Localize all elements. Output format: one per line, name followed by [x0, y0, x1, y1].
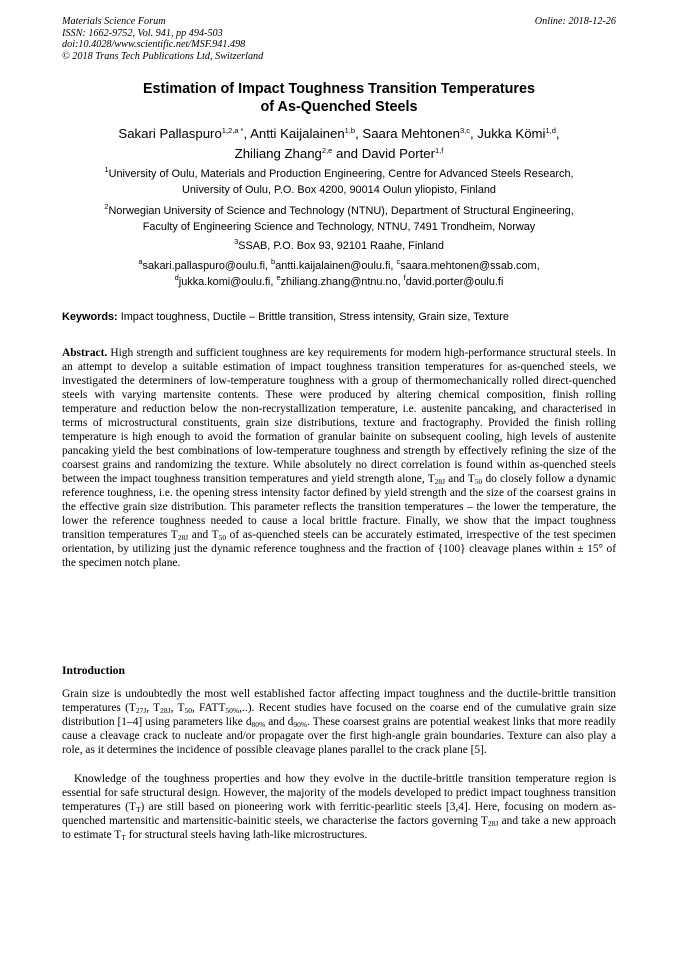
journal-name: Materials Science Forum — [62, 16, 166, 27]
author-emails — [62, 259, 616, 290]
subscript: T — [135, 805, 141, 814]
body-text: ,..). Recent studies have focused on the coarse end of the cumulative grain size distribution [1–4] using parameters like d — [62, 702, 616, 728]
subscript: 50 — [218, 533, 227, 542]
subscript: 90% — [293, 720, 308, 729]
author-name: David Porter — [361, 146, 435, 161]
journal-header — [62, 16, 616, 62]
author-sup: 1,2,a * — [221, 126, 244, 135]
email-link[interactable]: sakari.pallaspuro@oulu.fi, — [142, 260, 272, 272]
subscript: 28J — [487, 819, 499, 828]
subscript: 28J — [434, 477, 446, 486]
body-text: , FATT — [191, 702, 226, 714]
abstract-label: Abstract. — [62, 347, 108, 359]
affiliation-2 — [62, 203, 616, 235]
body-text: and d — [265, 716, 294, 728]
author-sup: 1,d — [545, 126, 556, 135]
email-sup: f — [403, 272, 406, 282]
affiliation-line: University of Oulu, P.O. Box 4200, 90014 Oulun yliopisto, Finland — [182, 184, 496, 196]
email-sup: e — [276, 272, 281, 282]
body-text: and take a new approach to estimate T — [62, 815, 616, 841]
author-separator: , — [243, 126, 251, 141]
abstract-text: of as-quenched steels can be accurately estimated, irrespective of the test specimen orientation, by utilizing just the dynamic reference toughness and the fraction of {100} cleavage planes within ± 15° of the specimen notch plane. — [62, 529, 617, 569]
affiliation-sup: 2 — [104, 202, 109, 211]
introduction-paragraph-1 — [62, 687, 616, 757]
online-date: Online: 2018-12-26 — [534, 16, 616, 27]
affiliation-line: University of Oulu, Materials and Production Engineering, Centre for Advanced Steels Research, — [108, 168, 574, 180]
subscript: 28J — [177, 533, 189, 542]
author-sup: 3,c — [459, 126, 470, 135]
author-sup: 1,f — [434, 146, 444, 155]
author-name: Jukka Kömi — [477, 126, 546, 141]
abstract-text: and T — [188, 529, 219, 541]
author-separator: , — [469, 126, 478, 141]
keywords-line — [62, 310, 616, 325]
author-name: Zhiliang Zhang — [234, 146, 322, 161]
copyright-line: © 2018 Trans Tech Publications Ltd, Switzerland — [62, 50, 264, 62]
author-list — [62, 124, 616, 164]
author-separator: and — [332, 146, 362, 161]
body-text: , T — [170, 702, 185, 714]
abstract-text: do closely follow a dynamic reference toughness, i.e. the opening stress intensity factor defined by yield strength and the size of the coarsest grains in the effective grain size distribution. This parameter reflects the transition temperatures – the lower the temperature, the lower the reference toughness needed to cause a local brittle fracture. Finally, we show that the impact toughness transition temperatures T — [62, 473, 616, 541]
email-link[interactable]: zhiliang.zhang@ntnu.no, — [280, 275, 404, 288]
author-sup: 2,e — [321, 146, 333, 155]
author-name: Sakari Pallaspuro — [118, 126, 222, 141]
subscript: 27J — [135, 706, 147, 715]
affiliation-1 — [62, 166, 616, 198]
email-link[interactable]: jukka.komi@oulu.fi, — [178, 275, 277, 288]
abstract-text: and T — [445, 473, 475, 485]
subscript: T — [121, 833, 126, 842]
title-line-1: Estimation of Impact Toughness Transition Temperatures — [142, 81, 536, 97]
body-text: , T — [146, 702, 161, 714]
email-sup: d — [174, 272, 179, 282]
issn-line: ISSN: 1662-9752, Vol. 941, pp 494-503 — [62, 27, 223, 39]
abstract-text: High strength and sufficient toughness are key requirements for modern high-performance structural steels. In an attempt to develop a suitable estimation of impact toughness transition temperatures for as-quenched steels, we investigated the determiners of low-temperature toughness with a group of thermomechanically rolled direct-quenched steels with varying martensite contents. These were produced by altering chemical composition, finish rolling temperature and reduction below the non-recrystallization temperature, i.e. austenite pancaking, and characterised in terms of microstructural constituents, grain size distributions, texture and fractography. Provided the finish rolling temperature is high enough to avoid the formation of granular bainite on subsequent cooling, high levels of austenite pancaking yield the best combinations of low-temperature toughness and strength by effectively refining the size of the coarsest grains and randomizing the texture. While absolutely no direct correlation is found within as-quenched steels between the impact toughness transition temperatures and yield strength alone, T — [62, 347, 616, 485]
email-link[interactable]: saara.mehtonen@ssab.com, — [400, 260, 540, 272]
author-name: Antti Kaijalainen — [250, 126, 345, 141]
author-separator: , — [555, 126, 560, 141]
subscript: 50 — [474, 477, 483, 486]
body-text: Grain size is undoubtedly the most well established factor affecting impact toughness and the ductile-brittle transition temperatures (T — [62, 688, 616, 714]
title-line-2: of As-Quenched Steels — [260, 98, 418, 115]
author-sup: 1,b — [344, 126, 356, 135]
paper-title — [62, 81, 616, 116]
abstract-paragraph — [62, 346, 616, 570]
email-link[interactable]: antti.kaijalainen@oulu.fi, — [275, 260, 397, 272]
subscript: 50% — [225, 706, 240, 715]
email-link[interactable]: david.porter@oulu.fi — [405, 275, 504, 288]
affiliation-line: SSAB, P.O. Box 93, 92101 Raahe, Finland — [238, 240, 444, 252]
affiliation-sup: 1 — [104, 165, 109, 174]
author-separator: , — [355, 126, 363, 141]
email-sup: a — [138, 257, 143, 266]
body-text: . These coarsest grains are potential weakest links that more readily cause a cleavage crack to nucleate and/or propagate over the first high-angle grain boundaries. Texture can also play a role, as it determines the incidence of possible cleavage planes parallel to the crack plane [5]. — [62, 716, 616, 756]
subscript: 28J — [160, 706, 171, 715]
subscript: 80% — [251, 720, 266, 729]
body-text: for structural steels having lath-like microstructures. — [125, 829, 368, 841]
email-sup: c — [396, 257, 401, 266]
affiliation-sup: 3 — [234, 237, 239, 246]
doi-line[interactable]: doi:10.4028/www.scientific.net/MSF.941.498 — [62, 39, 246, 50]
body-text: Knowledge of the toughness properties and how they evolve in the ductile-brittle transition temperature region is essential for safe structural design. However, the majority of the models developed to predict impact toughness transition temperatures (T — [62, 773, 616, 813]
affiliation-line: Norwegian University of Science and Technology (NTNU), Department of Structural Engineering, — [108, 205, 574, 217]
affiliation-3 — [62, 238, 616, 254]
author-name: Saara Mehtonen — [362, 126, 460, 141]
introduction-paragraph-2 — [62, 772, 616, 842]
keywords-label: Keywords: — [62, 311, 118, 323]
affiliation-line: Faculty of Engineering Science and Technology, NTNU, 7491 Trondheim, Norway — [142, 221, 536, 233]
keywords-text: Impact toughness, Ductile – Brittle transition, Stress intensity, Grain size, Texture — [117, 311, 509, 323]
email-sup: b — [271, 257, 276, 266]
subscript: 50 — [184, 706, 192, 715]
body-text: ) are still based on pioneering work with ferritic-pearlitic steels [3,4]. Here, focusing on modern as-quenched martensitic and martensitic-bainitic steels, we characterise the factors governing T — [62, 801, 617, 827]
introduction-heading: Introduction — [62, 664, 125, 677]
